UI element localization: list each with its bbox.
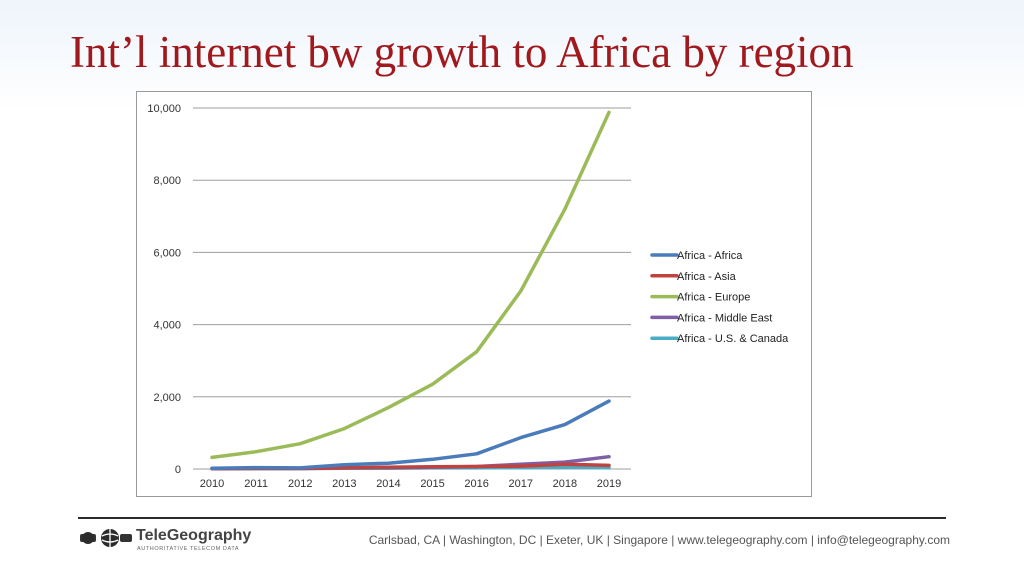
y-tick-label: 10,000: [147, 103, 181, 115]
grid-lines: [193, 108, 631, 469]
footer-contact-info: Carlsbad, CA | Washington, DC | Exeter, UK | Singapore | www.telegeography.com | info@telegeography.com: [368, 533, 950, 547]
legend-label: Africa - Europe: [677, 291, 751, 304]
slide-title: Int’l internet bw growth to Africa by region: [70, 27, 854, 77]
y-tick-label: 8,000: [153, 175, 181, 188]
legend-label: Africa - U.S. & Canada: [677, 333, 789, 346]
x-tick-label: 2015: [420, 478, 445, 490]
x-tick-label: 2011: [244, 478, 268, 490]
y-axis-tick-labels: [147, 103, 181, 476]
line-chart: [137, 92, 811, 496]
series-line-africa-europe: [212, 112, 609, 457]
legend-label: Africa - Asia: [677, 270, 736, 283]
telegeography-logo[interactable]: [80, 526, 250, 558]
legend-label: Africa - Middle East: [677, 312, 773, 325]
footer-divider: [78, 517, 946, 519]
series-line-africa-africa: [212, 401, 609, 468]
y-tick-label: 2,000: [153, 391, 181, 404]
x-axis-tick-labels: [200, 478, 621, 490]
x-tick-label: 2012: [287, 478, 313, 490]
x-tick-label: 2014: [376, 478, 401, 490]
x-tick-label: 2013: [332, 478, 357, 490]
globe-logo-icon: [80, 528, 132, 548]
logo-tagline: AUTHORITATIVE TELECOM DATA: [137, 546, 240, 552]
legend-item: [652, 292, 750, 304]
x-tick-label: 2019: [596, 478, 622, 490]
legend-label: Africa - Africa: [677, 250, 743, 262]
legend-item: [652, 271, 737, 283]
x-tick-label: 2016: [464, 478, 489, 490]
logo-name: TeleGeography: [136, 527, 252, 544]
series-lines: [212, 112, 609, 469]
chart-frame: [136, 91, 812, 497]
y-tick-label: 4,000: [153, 319, 181, 332]
x-tick-label: 2017: [508, 478, 534, 490]
y-tick-label: 0: [174, 464, 181, 476]
legend-item: [652, 333, 789, 345]
x-tick-label: 2018: [552, 478, 578, 490]
legend-item: [652, 250, 743, 262]
x-tick-label: 2010: [199, 478, 225, 490]
legend: [652, 250, 789, 345]
y-tick-label: 6,000: [153, 247, 181, 260]
legend-item: [652, 312, 772, 324]
